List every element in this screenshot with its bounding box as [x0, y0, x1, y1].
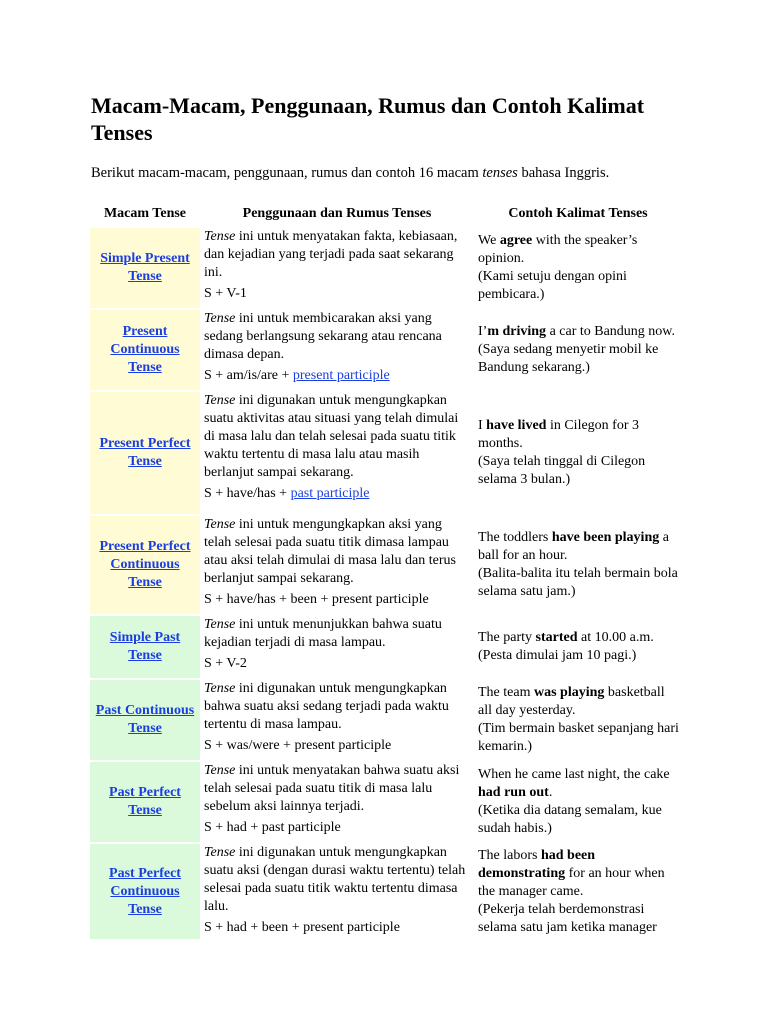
usage-emphasis: Tense: [204, 517, 236, 532]
usage-emphasis: Tense: [204, 681, 236, 696]
tense-link[interactable]: Past Perfect Continuous Tense: [109, 865, 181, 917]
example-text-start: The party: [478, 630, 536, 645]
example-text-start: I’: [478, 324, 488, 339]
tense-link[interactable]: Simple Present Tense: [100, 251, 190, 284]
usage-text: ini untuk menunjukkan bahwa suatu kejadian terjadi di masa lampau.: [204, 617, 442, 650]
example-cell: [474, 844, 682, 939]
example-cell: [474, 310, 682, 390]
example-text-end: with the speaker’s opinion.: [478, 233, 638, 266]
example-highlight: m driving: [487, 324, 547, 339]
formula: [204, 285, 470, 303]
usage-text: ini untuk membicarakan aksi yang sedang berlangsung sekarang atau rencana dimasa depan.: [204, 311, 442, 362]
example-cell: [474, 516, 682, 614]
usage-emphasis: Tense: [204, 617, 236, 632]
table-header-row: [90, 204, 682, 226]
formula-text: S + V-1: [204, 286, 247, 301]
usage-cell: [202, 310, 472, 390]
page-title: Macam-Macam, Penggunaan, Rumus dan Contoh Kalimat Tenses: [91, 93, 645, 145]
usage-cell: [202, 516, 472, 614]
example-cell: [474, 392, 682, 514]
usage-emphasis: Tense: [204, 229, 236, 244]
example-translation: (Pesta dimulai jam 10 pagi.): [478, 648, 637, 663]
tense-cell: [90, 310, 200, 390]
tenses-table: [88, 202, 684, 941]
example-cell: [474, 680, 682, 760]
formula-link[interactable]: past participle: [290, 486, 370, 501]
usage-text: ini digunakan untuk mengungkapkan suatu aksi (dengan durasi waktu tertentu) telah selesai pada suatu titik waktu tertentu dimasa lalu.: [204, 845, 466, 914]
example-highlight: have been playing: [551, 530, 660, 545]
table-row: [90, 762, 682, 842]
tense-link[interactable]: Present Perfect Continuous Tense: [99, 539, 191, 590]
usage-emphasis: Tense: [204, 393, 236, 408]
example-text-end: .: [548, 785, 553, 800]
header-example: Contoh Kalimat Tenses: [508, 206, 648, 221]
usage-cell: [202, 616, 472, 678]
header-tense: Macam Tense: [103, 206, 187, 221]
example-translation: (Saya telah tinggal di Cilegon selama 3 bulan.): [478, 454, 646, 487]
example-cell: [474, 762, 682, 842]
formula-text: S + have/has +: [204, 486, 291, 501]
formula: [204, 591, 470, 609]
example-text-start: The team: [478, 685, 534, 700]
example-highlight: started: [535, 630, 578, 645]
example-translation: (Pekerja telah berdemonstrasi selama satu jam ketika manager: [478, 901, 657, 935]
table-row: [90, 616, 682, 678]
table-row: [90, 228, 682, 308]
formula-text: S + was/were + present participle: [204, 738, 392, 753]
example-cell: [474, 228, 682, 308]
intro-text-start: Berikut macam-macam, penggunaan, rumus dan contoh 16 macam: [91, 165, 483, 181]
formula-text: S + had + been + present participle: [204, 920, 400, 935]
formula: [204, 919, 470, 937]
formula-text: S + have/has + been + present participle: [204, 592, 429, 607]
example-cell: [474, 616, 682, 678]
example-translation: (Tim bermain basket sepanjang hari kemarin.): [478, 721, 679, 754]
usage-text: ini untuk mengungkapkan aksi yang telah selesai pada suatu titik dimasa lampau atau aksi telah dimulai di masa lalu dan terus berlanjut sampai sekarang.: [204, 517, 456, 586]
usage-cell: [202, 392, 472, 514]
example-text-start: We: [478, 233, 500, 248]
formula-link[interactable]: present participle: [292, 368, 390, 383]
table-row: [90, 310, 682, 390]
intro-text-end: bahasa Inggris.: [517, 165, 610, 181]
usage-cell: [202, 844, 472, 939]
usage-cell: [202, 228, 472, 308]
example-highlight: was playing: [533, 685, 605, 700]
example-text-end: at 10.00 a.m.: [577, 630, 654, 645]
tense-cell: [90, 616, 200, 678]
formula: [204, 655, 470, 673]
tense-cell: [90, 762, 200, 842]
formula: [204, 737, 470, 755]
example-highlight: have lived: [486, 418, 547, 433]
tense-cell: [90, 844, 200, 939]
example-translation: (Saya sedang menyetir mobil ke Bandung sekarang.): [478, 342, 659, 375]
usage-text: ini untuk menyatakan fakta, kebiasaan, dan kejadian yang terjadi pada saat sekarang ini.: [204, 229, 458, 280]
example-text-start: I: [478, 418, 487, 433]
usage-cell: [202, 680, 472, 760]
example-text-end: basketball all day yesterday.: [478, 685, 665, 718]
tense-link[interactable]: Simple Past Tense: [109, 630, 181, 663]
intro-paragraph: [91, 164, 609, 182]
example-highlight: agree: [499, 233, 533, 248]
formula-text: S + am/is/are +: [204, 368, 293, 383]
tense-cell: [90, 680, 200, 760]
example-text-start: When he came last night, the cake: [478, 767, 670, 782]
usage-emphasis: Tense: [204, 845, 236, 860]
usage-cell: [202, 762, 472, 842]
usage-emphasis: Tense: [204, 311, 236, 326]
example-translation: (Ketika dia datang semalam, kue sudah habis.): [478, 803, 662, 836]
usage-text: ini digunakan untuk mengungkapkan bahwa suatu aksi sedang terjadi pada waktu tertentu di masa lampau.: [204, 681, 449, 732]
example-text-start: The labors: [478, 847, 541, 863]
usage-emphasis: Tense: [204, 763, 236, 778]
formula-text: S + had + past participle: [204, 820, 341, 835]
table-row: [90, 844, 682, 939]
usage-text: ini digunakan untuk mengungkapkan suatu aktivitas atau situasi yang telah dimulai di masa lalu dan telah selesai pada suatu titik waktu tertentu di masa lalu atau masih berlanjut sampai sekarang.: [204, 393, 459, 480]
formula-text: S + V-2: [204, 656, 247, 671]
example-text-end: for an hour when the manager came.: [478, 865, 665, 899]
formula: [204, 819, 470, 837]
example-highlight: had been demonstrating: [478, 847, 596, 881]
example-text-end: in Cilegon for 3 months.: [478, 418, 639, 451]
tense-cell: [90, 516, 200, 614]
tense-cell: [90, 228, 200, 308]
tense-cell: [90, 392, 200, 514]
example-text-start: The toddlers: [478, 530, 552, 545]
usage-text: ini untuk menyatakan bahwa suatu aksi telah selesai pada suatu titik di masa lalu sebelum aksi lainnya terjadi.: [204, 763, 460, 814]
tense-link[interactable]: Present Continuous Tense: [110, 324, 180, 375]
formula: [204, 367, 470, 385]
table-row: [90, 516, 682, 614]
example-text-end: a ball for an hour.: [478, 530, 669, 563]
tense-link[interactable]: Present Perfect Tense: [99, 436, 191, 469]
intro-text-emphasis: tenses: [482, 165, 518, 181]
tense-link[interactable]: Past Perfect Tense: [109, 785, 181, 818]
header-usage: Penggunaan dan Rumus Tenses: [242, 206, 432, 221]
table-row: [90, 680, 682, 760]
table-row: [90, 392, 682, 514]
example-translation: (Balita-balita itu telah bermain bola selama satu jam.): [478, 566, 678, 599]
example-translation: (Kami setuju dengan opini pembicara.): [478, 269, 627, 302]
example-highlight: had run out: [478, 785, 549, 800]
formula: [204, 485, 470, 503]
tense-link[interactable]: Past Continuous Tense: [95, 703, 195, 736]
example-text-end: a car to Bandung now.: [546, 324, 676, 339]
